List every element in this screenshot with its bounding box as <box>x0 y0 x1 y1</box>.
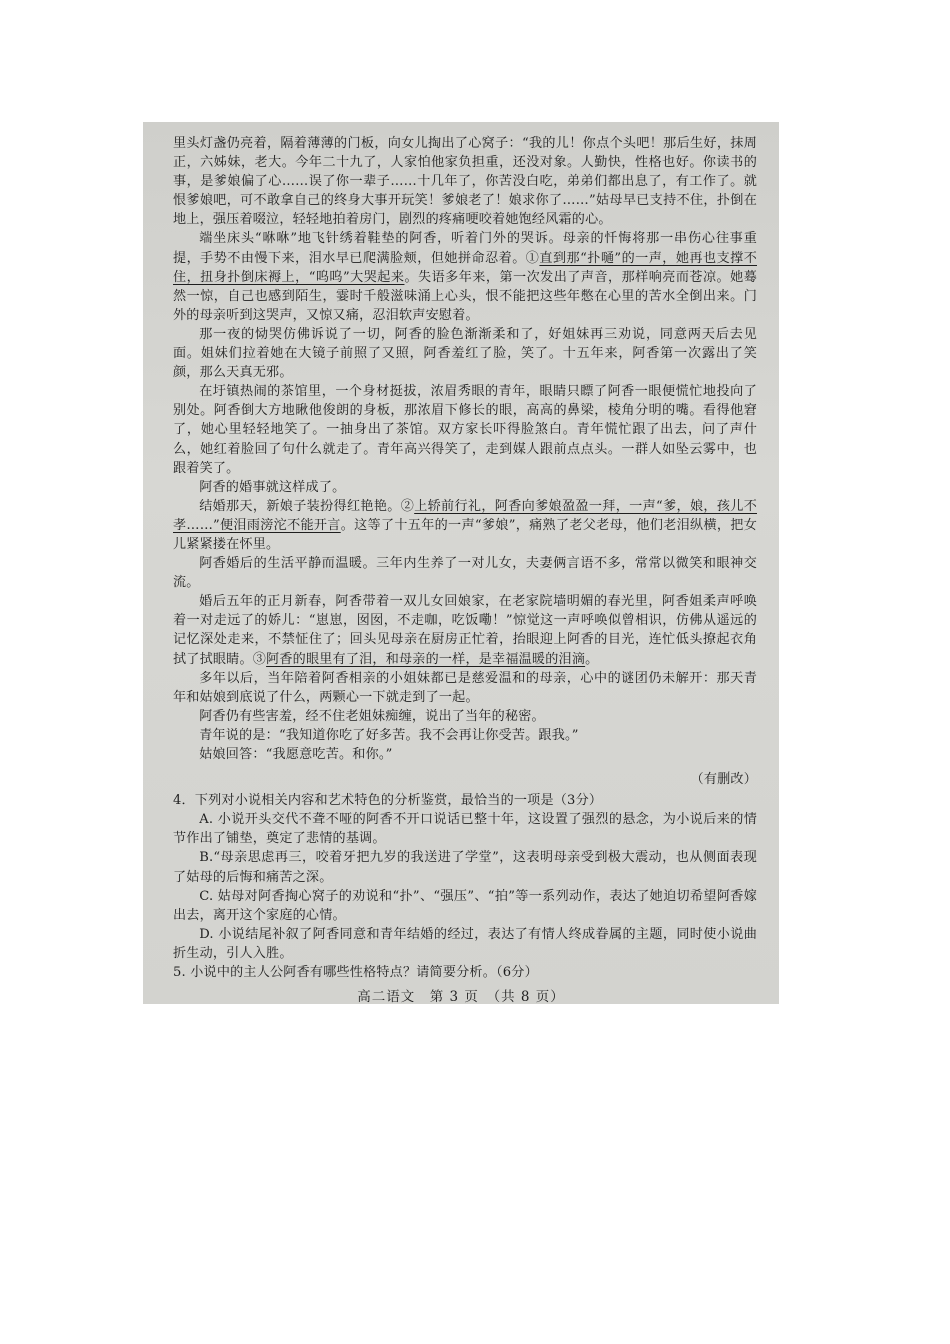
page-footer: 高二语文 第 3 页 （共 8 页） <box>357 989 565 1005</box>
option-d: D. 小说结尾补叙了阿香同意和青年结婚的经过，表达了有情人终成眷属的主题，同时使小说曲折生动，引人入胜。 <box>173 926 757 961</box>
passage-paragraph: 阿香仍有些害羞，经不住老姐妹痴缠，说出了当年的秘密。 <box>199 708 545 724</box>
passage-paragraph: 姑娘回答：“我愿意吃苦。和你。” <box>199 747 393 762</box>
underlined-sentence-2: 上轿前行礼，阿香向爹娘盈盈一拜，一声“爹，娘，孩儿不孝……”便泪雨滂沱不能开言 <box>173 498 757 533</box>
question-4 <box>173 791 757 963</box>
story-passage <box>173 134 757 789</box>
question-5 <box>173 963 757 982</box>
question-stem: 5. 小说中的主人公阿香有哪些性格特点？请简要分析。（6分） <box>173 965 538 981</box>
question-stem: 4．下列对小说相关内容和艺术特色的分析鉴赏，最恰当的一项是（3分） <box>173 793 603 809</box>
passage-paragraph: 多年以后，当年陪着阿香相亲的小姐妹都已是慈爱温和的母亲，心中的谜团仍未解开：那天青年和姑娘到底说了什么，两颗心一下就走到了一起。 <box>173 670 757 705</box>
option-b: B.“母亲思虑再三，咬着牙把九岁的我送进了学堂”，这表明母亲受到极大震动，也从侧面表现了姑母的后悔和痛苦之深。 <box>173 850 757 885</box>
source-note: （有删改） <box>690 772 757 788</box>
option-c: C. 姑母对阿香掏心窝子的劝说和“扑”、“强压”、“拍”等一系列动作，表达了她迫切希望阿香嫁出去，离开这个家庭的心情。 <box>173 888 757 923</box>
underlined-sentence-1: 直到那“扑嗵”的一声，她再也支撑不住，扭身扑倒床褥上，“呜呜”大哭起来 <box>173 250 757 285</box>
passage-paragraph: 阿香婚后的生活平静而温暖。三年内生养了一对儿女，夫妻俩言语不多，常常以微笑和眼神交流。 <box>173 556 757 591</box>
passage-paragraph: 那一夜的恸哭仿佛诉说了一切，阿香的脸色渐渐柔和了，好姐妹再三劝说，同意两天后去见面。姐妹们拉着她在大镜子前照了又照，阿香羞红了脸，笑了。十五年来，阿香第一次露出了笑颜，那么天真无邪。 <box>173 326 757 381</box>
passage-paragraph: 青年说的是：“我知道你吃了好多苦。我不会再让你受苦。跟我。” <box>199 727 579 743</box>
passage-paragraph: 婚后五年的正月新春，阿香带着一双儿女回娘家，在老家院墙明媚的春光里，阿香姐柔声呼唤着一对走远了的娇儿：“崽崽，囡囡，不走咖，吃饭嘞！”惊觉这一声呼唤似曾相识，仿佛从遥远的记忆深处走来，不禁怔住了；回头见母亲在厨房正忙着，抬眼迎上阿香的目光，连忙低头撩起衣角拭了拭眼睛。③阿香的眼里有了泪，和母亲的一样，是幸福温暖的泪滴。 <box>173 594 757 667</box>
passage-paragraph: 端坐床头“咻咻”地飞针绣着鞋垫的阿香，听着门外的哭诉。母亲的忏悔将那一串伤心往事重提，手势不由慢下来，泪水早已爬满脸颊，但她拼命忍着。①直到那“扑嗵”的一声，她再也支撑不住，扭身扑倒床褥上，“呜呜”大哭起来。失语多年来，第一次发出了声音，那样响亮而苍凉。她蓦然一惊，自己也感到陌生，霎时千般滋味涌上心头，恨不能把这些年憋在心里的苦水全倒出来。门外的母亲听到这哭声，又惊又痛，忍泪软声安慰着。 <box>173 231 757 323</box>
underlined-sentence-3: 阿香的眼里有了泪，和母亲的一样，是幸福温暖的泪滴 <box>266 651 586 667</box>
passage-paragraph: 结婚那天，新娘子装扮得红艳艳。②上轿前行礼，阿香向爹娘盈盈一拜，一声“爹，娘，孩儿不孝……”便泪雨滂沱不能开言。这等了十五年的一声“爹娘”，痛熟了老父老母，他们老泪纵横，把女儿紧紧搂在怀里。 <box>173 498 758 552</box>
scanned-exam-page <box>143 122 779 1004</box>
passage-paragraph: 里头灯盏仍亮着，隔着薄薄的门板，向女儿掏出了心窝子：“我的儿！你点个头吧！那后生好，抹周正，六姊妹，老大。今年二十九了，人家怕他家负担重，还没对象。人勤快，性格也好。你读书的事，是爹娘偏了心……误了你一辈子……十几年了，你苦没白吃，弟弟们都出息了，有工作了。就恨爹娘吧，可不敢拿自己的终身大事开玩笑！爹娘老了！娘求你了……”姑母早已支持不住，扑倒在地上，强压着啜泣，轻轻地拍着房门，剧烈的疼痛哽咬着她饱经风霜的心。 <box>173 136 757 228</box>
option-a: A. 小说开头交代不聋不哑的阿香不开口说话已整十年，这设置了强烈的悬念，为小说后来的情节作出了铺垫，奠定了悲情的基调。 <box>173 812 757 847</box>
passage-paragraph: 在圩镇热闹的茶馆里，一个身材挺拔，浓眉秀眼的青年，眼睛只瞟了阿香一眼便慌忙地投向了别处。阿香倒大方地瞅他俊朗的身板，那浓眉下修长的眼，高高的鼻梁，棱角分明的嘴。看得他窘了，她心里轻轻地笑了。一抽身出了茶馆。双方家长吓得脸煞白。青年慌忙跟了出去，问了声什么，她红着脸回了句什么就走了。青年高兴得笑了，走到媒人跟前点点头。一群人如坠云雾中，也跟着笑了。 <box>173 384 757 476</box>
passage-paragraph: 阿香的婚事就这样成了。 <box>199 479 346 495</box>
